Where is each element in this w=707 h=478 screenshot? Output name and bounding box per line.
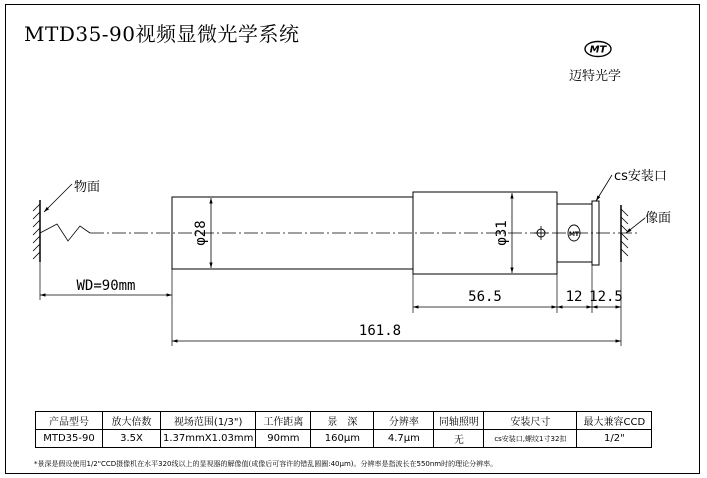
spec-value-cell: 90mm <box>256 430 311 448</box>
logo-text: MT <box>589 44 607 56</box>
extension-lines <box>40 262 621 346</box>
diameter-small-label: φ28 <box>193 220 209 246</box>
spec-header-cell: 最大兼容CCD <box>577 412 652 430</box>
dim-12-5-label: 12.5 <box>589 289 623 305</box>
spec-value-cell: 160μm <box>311 430 374 448</box>
spec-value-cell: MTD35-90 <box>36 430 103 448</box>
wd-label: WD=90mm <box>76 278 136 294</box>
cs-mount-label: cs安装口 <box>614 169 667 184</box>
spec-value-cell: 1.37mmX1.03mm <box>161 430 256 448</box>
spec-value-cell: cs安装口,螺纹1寸32扣 <box>484 430 577 448</box>
lens-logo-icon <box>568 225 580 241</box>
adjust-knob-icon <box>534 226 548 240</box>
object-plane-label: 物面 <box>74 180 101 195</box>
image-plane <box>621 205 645 262</box>
spec-value-cell: 4.7μm <box>374 430 434 448</box>
svg-text:MT: MT <box>568 231 580 238</box>
dim-56-5-label: 56.5 <box>468 289 502 305</box>
spec-header-cell: 安装尺寸 <box>484 412 577 430</box>
dim-total-label: 161.8 <box>358 323 402 339</box>
image-plane-label: 像面 <box>645 211 672 226</box>
spec-header-cell: 同轴照明 <box>434 412 484 430</box>
spec-header-cell: 景 深 <box>311 412 374 430</box>
spec-value-cell: 1/2" <box>577 430 652 448</box>
spec-value-cell: 无 <box>434 430 484 448</box>
spec-header-cell: 视场范围(1/3") <box>161 412 256 430</box>
spec-table <box>35 411 652 448</box>
dim-12-label: 12 <box>565 289 583 305</box>
spec-header-cell: 工作距离 <box>256 412 311 430</box>
spec-value-cell: 3.5X <box>103 430 161 448</box>
spec-header-cell: 分辨率 <box>374 412 434 430</box>
spec-header-row <box>36 412 652 430</box>
brand-name: 迈特光学 <box>569 69 622 84</box>
spec-value-row <box>36 430 652 448</box>
spec-header-cell: 产品型号 <box>36 412 103 430</box>
spec-header-cell: 放大倍数 <box>103 412 161 430</box>
footnote: *景深是假设使用1/2"CCD摄像机在水平320线以上的显视器的解像值(成像后可容许的错乱圆圈:40μm)。分辨率是指波长在550nm时的理论分辨率。 <box>34 460 498 468</box>
page-title: MTD35-90视频显微光学系统 <box>24 22 300 46</box>
diameter-large-label: φ31 <box>494 220 510 246</box>
object-plane <box>33 184 90 262</box>
